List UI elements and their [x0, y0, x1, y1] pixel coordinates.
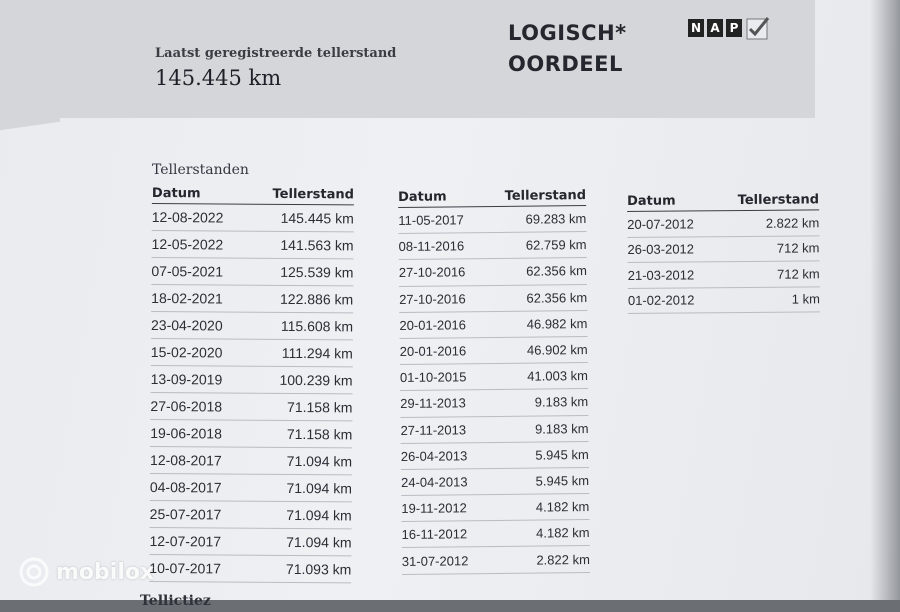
row-odometer: 71.094 km [286, 506, 352, 524]
table-row [398, 232, 586, 260]
row-odometer: 100.239 km [279, 371, 353, 389]
date-column-header: Datum [151, 186, 201, 202]
row-odometer: 71.094 km [286, 479, 352, 497]
verdict-line-1: LOGISCH* [508, 21, 627, 45]
row-date: 19-11-2012 [401, 500, 467, 517]
row-date: 13-09-2019 [150, 370, 223, 388]
table-row [400, 416, 588, 444]
row-date: 04-08-2017 [149, 478, 222, 496]
row-date: 27-10-2016 [399, 290, 466, 307]
table-row [151, 366, 353, 394]
table-row [399, 311, 587, 339]
odometer-table-2 [398, 188, 590, 575]
table-row [401, 442, 589, 470]
last-odometer-label: Laatst geregistreerde tellerstand [155, 46, 397, 61]
table-row [401, 494, 589, 522]
row-date: 15-02-2020 [150, 343, 223, 361]
odometer-column-header: Tellerstand [737, 192, 820, 209]
last-odometer-value: 145.445 km [155, 66, 282, 90]
row-odometer: 62.759 km [525, 237, 587, 253]
row-date: 25-07-2017 [149, 505, 222, 523]
row-date: 29-11-2013 [400, 395, 466, 412]
table-row [151, 312, 353, 340]
row-odometer: 712 km [776, 240, 820, 256]
table-row [151, 258, 353, 286]
table-row [150, 474, 352, 502]
row-date: 20-01-2016 [399, 317, 466, 333]
table-row [150, 420, 352, 448]
odometer-column-header: Tellerstand [272, 186, 354, 203]
table-row [399, 258, 587, 286]
table-row [150, 447, 352, 475]
table-row [151, 231, 353, 259]
date-column-header: Datum [627, 193, 676, 209]
row-date: 12-08-2022 [151, 208, 224, 226]
row-odometer: 111.294 km [281, 344, 353, 362]
row-odometer: 9.183 km [534, 420, 589, 437]
row-odometer: 46.982 km [526, 315, 588, 332]
nap-letter-a: A [707, 19, 723, 37]
section-title: Tellerstanden [152, 162, 249, 178]
row-odometer: 115.608 km [280, 317, 354, 335]
row-odometer: 5.945 km [535, 446, 589, 463]
table-row [628, 287, 820, 314]
nap-logo [688, 16, 770, 40]
checkmark-icon [746, 16, 770, 40]
table-row [149, 528, 351, 556]
row-date: 12-05-2022 [151, 235, 224, 253]
table-header [627, 192, 819, 212]
table-row [150, 393, 352, 421]
row-odometer: 62.356 km [526, 289, 588, 306]
table-row [401, 468, 589, 496]
mobilox-logo-icon [18, 556, 50, 588]
row-date: 11-05-2017 [398, 212, 464, 229]
table-row [399, 285, 587, 313]
row-odometer: 145.445 km [280, 209, 354, 227]
row-odometer: 71.094 km [286, 533, 352, 551]
odometer-table-3 [627, 192, 820, 314]
row-date: 26-04-2013 [400, 448, 468, 464]
watermark-text: mobilox [56, 559, 155, 585]
table-row [398, 206, 586, 234]
row-odometer: 71.158 km [286, 425, 353, 443]
verdict-line-2: OORDEEL [508, 52, 623, 76]
table-row [400, 337, 588, 365]
row-date: 19-06-2018 [150, 424, 222, 442]
table-row [152, 204, 354, 232]
table-row [402, 546, 590, 574]
row-odometer: 1 km [791, 291, 820, 307]
table-row [150, 501, 352, 529]
table-row [627, 210, 819, 237]
verdict-heading [508, 18, 627, 80]
row-date: 12-07-2017 [149, 532, 222, 550]
row-odometer: 2.822 km [536, 551, 590, 568]
row-odometer: 71.094 km [286, 452, 353, 470]
row-date: 07-05-2021 [151, 262, 224, 280]
row-odometer: 122.886 km [279, 290, 354, 308]
row-date: 31-07-2012 [401, 552, 469, 569]
table-row [149, 555, 351, 583]
row-odometer: 141.563 km [280, 236, 354, 254]
table-row [628, 261, 820, 288]
table-row [401, 520, 589, 548]
table-row [627, 236, 819, 263]
date-column-header: Datum [398, 189, 447, 205]
watermark [18, 556, 154, 588]
row-date: 20-07-2012 [627, 216, 694, 232]
row-odometer: 71.093 km [285, 560, 352, 578]
row-date: 12-08-2017 [150, 451, 222, 469]
table-row [151, 285, 353, 313]
row-odometer: 125.539 km [280, 263, 354, 281]
row-date: 24-04-2013 [400, 474, 468, 490]
table-row [400, 363, 588, 391]
row-odometer: 69.283 km [525, 211, 587, 227]
row-date: 27-11-2013 [400, 421, 467, 438]
row-odometer: 41.003 km [527, 368, 589, 384]
row-date: 23-04-2020 [150, 316, 223, 334]
row-odometer: 9.183 km [534, 394, 589, 410]
table-row [151, 339, 353, 367]
row-date: 20-01-2016 [399, 343, 467, 360]
row-odometer: 62.356 km [526, 263, 587, 280]
table-header [152, 186, 354, 205]
row-odometer: 5.945 km [535, 472, 590, 489]
odometer-table-1 [149, 186, 354, 583]
odometer-column-header: Tellerstand [504, 188, 587, 204]
cut-off-heading: Tellictiez [140, 593, 211, 609]
row-date: 10-07-2017 [149, 559, 222, 577]
row-date: 16-11-2012 [401, 526, 468, 543]
row-odometer: 4.182 km [535, 499, 590, 515]
row-odometer: 46.902 km [526, 342, 588, 358]
table-row [400, 389, 588, 417]
row-date: 26-03-2012 [627, 241, 695, 258]
row-date: 01-02-2012 [627, 292, 695, 309]
row-odometer: 712 km [776, 266, 820, 282]
nap-letter-p: P [726, 19, 742, 37]
row-date: 01-10-2015 [399, 369, 467, 386]
table-header [398, 188, 586, 208]
page-shadow-edge [870, 0, 900, 600]
row-date: 27-10-2016 [398, 264, 466, 281]
row-date: 08-11-2016 [398, 238, 465, 255]
row-odometer: 4.182 km [536, 525, 590, 541]
nap-letter-n: N [688, 19, 704, 37]
row-date: 21-03-2012 [627, 267, 695, 283]
row-odometer: 2.822 km [765, 215, 820, 231]
row-date: 18-02-2021 [151, 289, 223, 307]
row-date: 27-06-2018 [150, 397, 223, 415]
row-odometer: 71.158 km [287, 398, 353, 416]
